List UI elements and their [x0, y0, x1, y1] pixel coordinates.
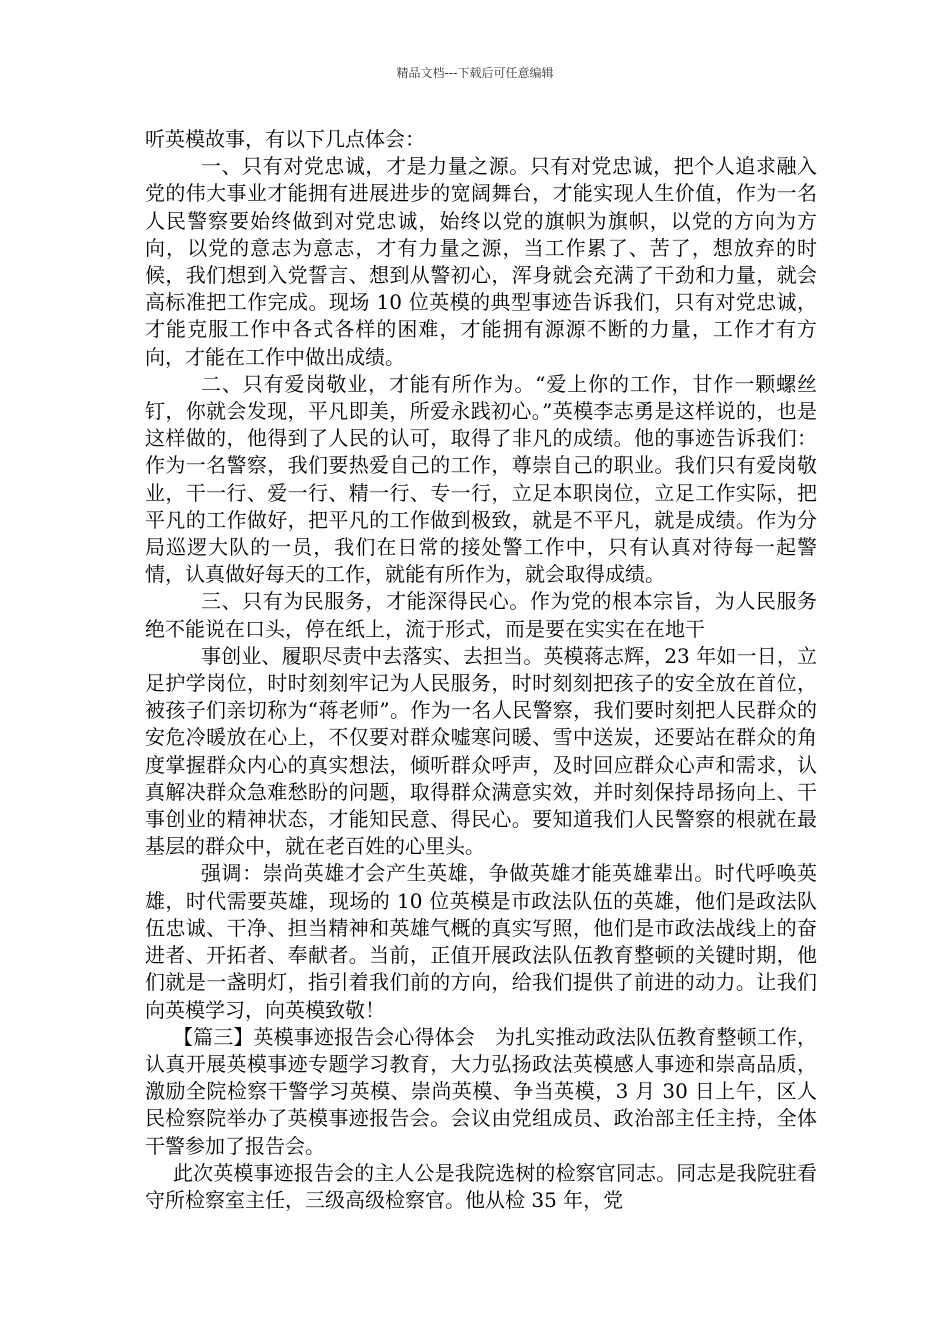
paragraph: 【篇三】英模事迹报告会心得体会 为扎实推动政法队伍教育整顿工作，认真开展英模事迹专题学习教育，大力弘扬政法英模感人事迹和崇高品质，激励全院检察干警学习英模、崇尚英模、争当英模，3 月 30 日上午，区人民检察院举办了英模事迹报告会。会议由党组成员、政治部主任主持，全体干警参加了报告会。 — [145, 1024, 817, 1158]
paragraph: 强调：崇尚英雄才会产生英雄，争做英雄才能英雄辈出。时代呼唤英雄，时代需要英雄，现场的 10 位英模是市政法队伍的英雄，他们是政法队伍忠诚、干净、担当精神和英雄气概的真实写照，他们是市政法战线上的奋进者、开拓者、奉献者。当前，正值开展政法队伍教育整顿的关键时期，他们就是一盏明灯，指引着我们前的方向，给我们提供了前进的动力。让我们向英模学习，向英模致敬！ — [145, 861, 817, 1022]
paragraph: 听英模故事，有以下几点体会： — [145, 127, 425, 151]
paragraph: 此次英模事迹报告会的主人公是我院选树的检察官同志。同志是我院驻看守所检察室主任，三级高级检察官。他从检 35 年，党 — [145, 1160, 817, 1212]
paragraph: 一、只有对党忠诚，才是力量之源。只有对党忠诚，把个人追求融入党的伟大事业才能拥有进展进步的宽阔舞台，才能实现人生价值，作为一名人民警察要始终做到对党忠诚，始终以党的旗帜为旗帜，以党的方向为方向，以党的意志为意志，才有力量之源，当工作累了、苦了，想放弃的时候，我们想到入党誓言、想到从警初心，浑身就会充满了干劲和力量，就会高标准把工作完成。现场 10 位英模的典型事迹告诉我们，只有对党忠诚，才能克服工作中各式各样的困难，才能拥有源源不断的力量，工作才有方向，才能在工作中做出成绩。 — [145, 154, 817, 369]
paragraph: 二、只有爱岗敬业，才能有所作为。“爱上你的工作，甘作一颗螺丝钉，你就会发现，平凡即美，所爱永践初心。”英模李志勇是这样说的，也是这样做的，他得到了人民的认可，取得了非凡的成绩。他的事迹告诉我们：作为一名警察，我们要热爱自己的工作，尊崇自己的职业。我们只有爱岗敬业，干一行、爱一行、精一行、专一行，立足本职岗位，立足工作实际，把平凡的工作做好，把平凡的工作做到极致，就是不平凡，就是成绩。作为分局巡逻大队的一员，我们在日常的接处警工作中，只有认真对待每一起警情，认真做好每天的工作，就能有所作为，就会取得成绩。 — [145, 371, 817, 587]
document-body — [145, 126, 817, 1214]
paragraph: 三、只有为民服务，才能深得民心。作为党的根本宗旨，为人民服务绝不能说在口头，停在纸上，流于形式，而是要在实实在在地干 — [145, 589, 817, 641]
page-header: 精品文档---下载后可任意编辑 — [396, 66, 554, 80]
paragraph: 事创业、履职尽责中去落实、去担当。英模蒋志辉，23 年如一日，立足护学岗位，时时刻刻牢记为人民服务，时时刻刻把孩子的安全放在首位，被孩子们亲切称为“蒋老师”。作为一名人民警察，我们要时刻把人民群众的安危冷暖放在心上，不仅要对群众嘘寒问暖、雪中送炭，还要站在群众的角度掌握群众内心的真实想法，倾听群众呼声，及时回应群众心声和需求，认真解决群众急难愁盼的问题，取得群众满意实效，并时刻保持昂扬向上、干事创业的精神状态，才能知民意、得民心。要知道我们人民警察的根就在最基层的群众中，就在老百姓的心里头。 — [145, 643, 817, 859]
